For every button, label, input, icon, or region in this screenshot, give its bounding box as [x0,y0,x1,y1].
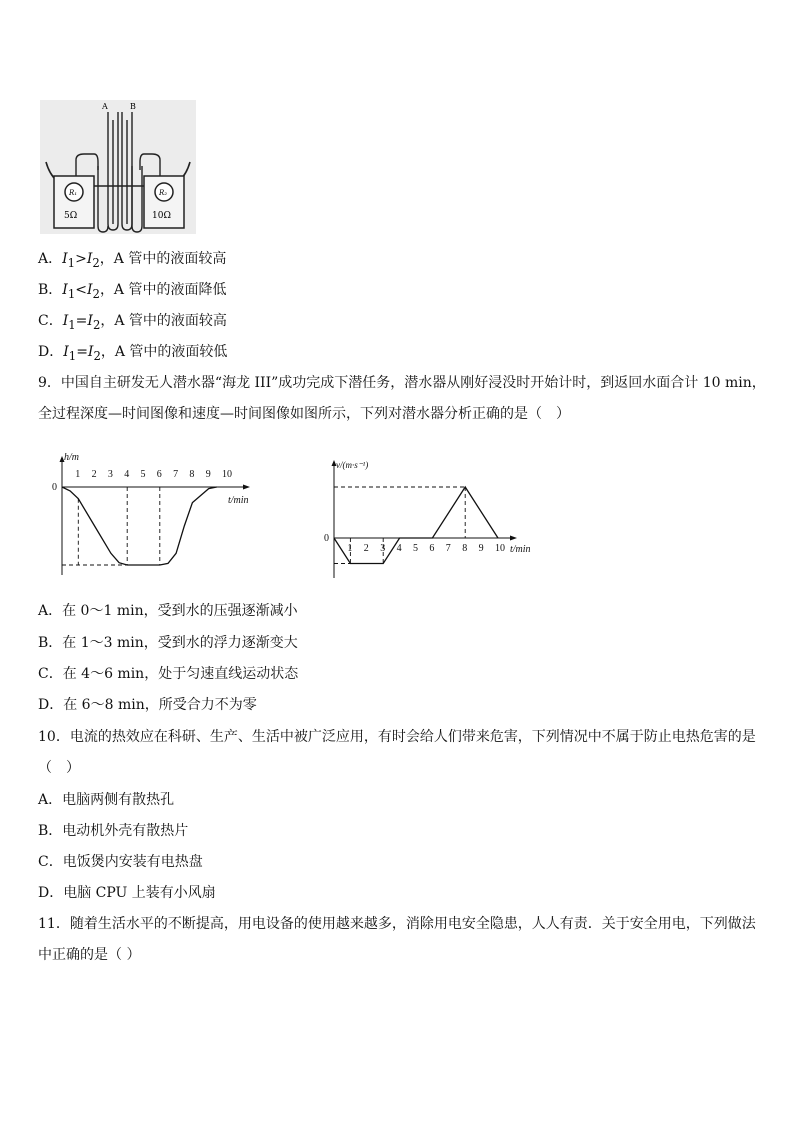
subscript: 1 [67,255,76,270]
y-tick-zero: 0 [52,482,57,493]
option-prefix: A． [38,251,63,267]
x-tick-label: 10 [222,469,232,480]
x-tick-labels [75,469,232,480]
x-tick-label: 2 [363,543,369,554]
option-prefix: D． [38,344,64,360]
x-tick-label: 4 [124,469,130,480]
x-tick-label: 5 [413,543,418,554]
x-tick-label: 1 [75,469,81,480]
x-axis-label: t/min [228,495,249,506]
r1-symbol: R₁ [69,189,78,197]
x-tick-label: 3 [380,543,386,554]
x-tick-label: 7 [173,469,179,480]
subscript: 2 [92,317,101,332]
y-tick-zero: 0 [324,533,329,544]
subscript: 2 [92,286,100,301]
y-axis-label: h/m [64,452,79,463]
apparatus-figure [40,100,196,234]
q9-option-b: B．在 1～3 min，受到水的浮力逐渐变大 [38,635,298,651]
subscript: 1 [68,317,76,332]
current-symbol: I [86,251,93,267]
x-tick-label: 8 [462,543,468,554]
operator: > [75,251,87,267]
x-tick-label: 3 [107,469,113,480]
q9-option-a: A．在 0～1 min，受到水的压强逐渐减小 [38,603,298,619]
q10-option-b: B．电动机外壳有散热片 [38,823,189,839]
subscript: 2 [92,255,100,270]
q11-stem-line1: 11．随着生活水平的不断提高，用电设备的使用越来越多，消除用电安全隐患，人人有责．关于安全用电，下列做法 [38,916,756,932]
x-tick-label: 6 [429,543,435,554]
q9-option-c: C．在 4～6 min，处于匀速直线运动状态 [38,666,299,682]
q10-stem-line2: （ ） [38,760,80,776]
r2-symbol: R₂ [159,189,168,197]
label-b: B [130,102,136,111]
subscript: 1 [68,348,77,363]
x-tick-label: 1 [347,543,353,554]
q11-stem-line2: 中正确的是（ ） [38,947,141,963]
depth-curve [62,487,217,565]
x-tick-labels [347,543,505,554]
x-axis-label: t/min [510,544,531,555]
current-symbol: I [87,313,93,329]
option-text: ，A 管中的液面较高 [99,251,227,267]
current-symbol: I [86,282,93,298]
option-text: ，A 管中的液面较低 [100,344,228,360]
current-symbol: I [62,251,68,267]
x-tick-label: 9 [205,469,211,480]
q10-stem-line1: 10．电流的热效应在科研、生产、生活中被广泛应用，有时会给人们带来危害，下列情况中不属于防止电热危害的是 [38,729,756,745]
q9-stem-line2: 全过程深度—时间图像和速度—时间图像如图所示，下列对潜水器分析正确的是（ ） [38,406,570,422]
x-tick-label: 5 [140,469,146,480]
q10-option-a: A．电脑两侧有散热孔 [38,792,175,808]
q10-option-c: C．电饭煲内安装有电热盘 [38,854,203,870]
q8-option-a [38,250,226,272]
x-axis-arrow [243,485,250,490]
q8-option-b [38,281,227,303]
option-text: ，A 管中的液面降低 [99,282,227,298]
x-tick-label: 9 [478,543,484,554]
x-tick-label: 10 [495,543,505,554]
x-axis-arrow [510,536,517,541]
option-prefix: B． [38,282,63,298]
x-tick-label: 8 [189,469,195,480]
q10-option-d: D．电脑 CPU 上装有小风扇 [38,885,216,901]
velocity-time-chart [322,456,542,584]
option-text: ，A 管中的液面较高 [100,313,227,329]
r1-value: 5Ω [64,211,78,221]
y-axis-label: v/(m·s⁻¹) [336,460,369,470]
label-a: A [102,102,108,111]
operator: = [75,313,88,329]
operator: < [75,282,87,298]
x-tick-label: 7 [445,543,451,554]
current-symbol: I [62,313,69,329]
r2-value: 10Ω [152,211,171,221]
q9-option-d: D．在 6～8 min，所受合力不为零 [38,697,257,713]
option-prefix: C． [38,313,63,329]
current-symbol: I [63,344,69,360]
x-tick-label: 6 [156,469,162,480]
q8-option-c [38,312,227,334]
x-tick-label: 2 [91,469,97,480]
current-symbol: I [62,282,68,298]
q8-option-d [38,343,227,365]
operator: = [76,344,88,360]
current-symbol: I [87,344,94,360]
subscript: 2 [93,348,101,363]
q9-stem-line1: 9．中国自主研发无人潜水器“海龙 III”成功完成下潜任务，潜水器从刚好浸没时开始计时，到返回水面合计 10 min， [38,375,766,391]
subscript: 1 [67,286,76,301]
x-tick-label: 4 [396,543,402,554]
depth-time-chart [50,450,260,580]
